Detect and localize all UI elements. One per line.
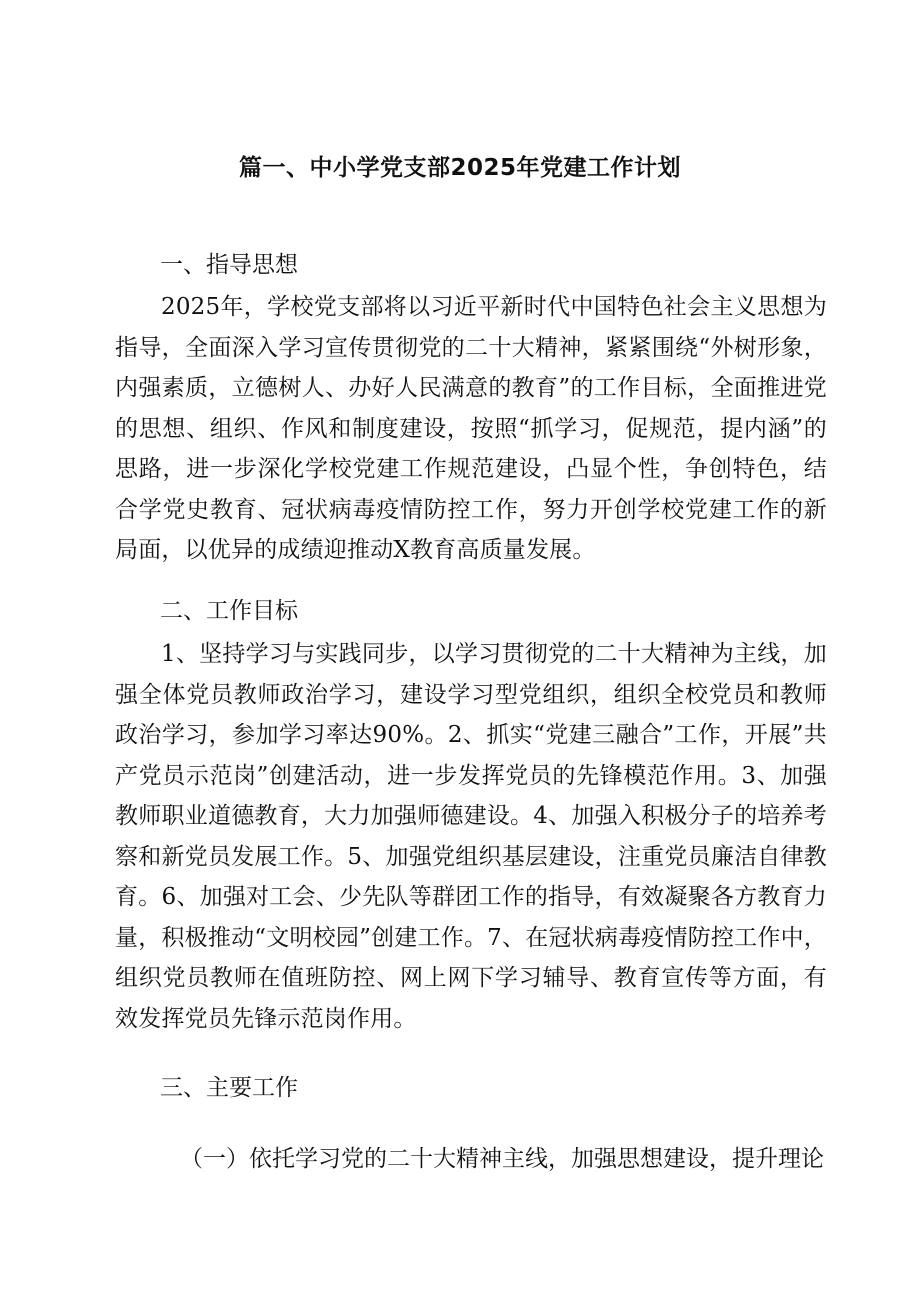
subsection-heading-1: （一）依托学习党的二十大精神主线，加强思想建设，提升理论 [180, 1146, 824, 1172]
paragraph-guiding-ideology: 2025年，学校党支部将以习近平新时代中国特色社会主义思想为指导，全面深入学习宣传贯彻党的二十大精神，紧紧围绕“外树形象，内强素质，立德树人、办好人民满意的教育”的工作目标，全面推进党的思想、组织、作风和制度建设，按照“抓学习，促规范，提内涵”的思路，进一步深化学校党建工作规范建设，凸显个性，争创特色，结合学党史教育、冠状病毒疫情防控工作，努力开创学校党建工作的新局面，以优异的成绩迎推动X教育高质量发展。 [115, 294, 827, 563]
section-heading-work-goals: 二、工作目标 [160, 598, 298, 624]
paragraph-work-goals: 1、坚持学习与实践同步，以学习贯彻党的二十大精神为主线，加强全体党员教师政治学习，建设学习型党组织，组织全校党员和教师政治学习，参加学习率达90%。2、抓实“党建三融合”工作，开展”共产党员示范岗”创建活动，进一步发挥党员的先锋模范作用。3、加强教师职业道德教育，大力加强师德建设。4、加强入积极分子的培养考察和新党员发展工作。5、加强党组织基层建设，注重党员廉洁自律教育。6、加强对工会、少先队等群团工作的指导，有效凝聚各方教育力量，积极推动“文明校园”创建工作。7、在冠状病毒疫情防控工作中，组织党员教师在值班防控、网上网下学习辅导、教育宣传等方面，有效发挥党员先锋示范岗作用。 [115, 641, 827, 1032]
section-heading-guiding-ideology: 一、指导思想 [160, 252, 298, 278]
document-title: 篇一、中小学党支部2025年党建工作计划 [238, 155, 681, 181]
section-heading-main-work: 三、主要工作 [160, 1075, 298, 1101]
